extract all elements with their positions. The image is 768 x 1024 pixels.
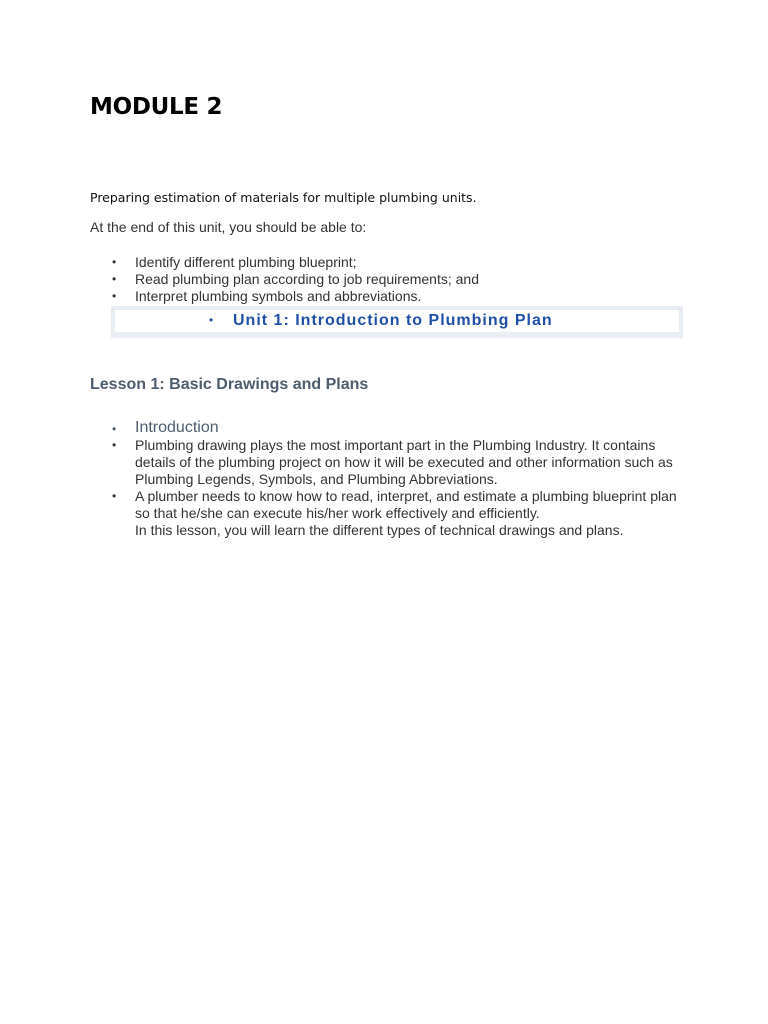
introduction-heading-text: Introduction (135, 419, 219, 436)
lesson-paragraph-text: A plumber needs to know how to read, interpret, and estimate a plumbing blueprint plan so that he/she can execute his/her work effectively and efficiently. (135, 488, 677, 521)
unit-banner-inner (115, 310, 679, 332)
objective-item (112, 254, 672, 271)
introduction-heading (112, 418, 682, 437)
objective-text: Identify different plumbing blueprint; (135, 254, 357, 270)
module-subtitle: Preparing estimation of materials for multiple plumbing units. (90, 190, 477, 205)
bullet-icon: • (112, 289, 117, 303)
bullet-icon: • (112, 489, 117, 503)
bullet-icon: • (209, 313, 214, 327)
lesson-title: Lesson 1: Basic Drawings and Plans (90, 376, 369, 393)
objectives-intro: At the end of this unit, you should be able to: (90, 219, 367, 235)
objective-text: Interpret plumbing symbols and abbreviations. (135, 288, 422, 304)
objective-item (112, 288, 672, 305)
bullet-icon: • (112, 255, 117, 269)
unit-title: Unit 1: Introduction to Plumbing Plan (233, 312, 553, 329)
bullet-icon: • (112, 438, 117, 452)
lesson-paragraph (112, 437, 682, 488)
bullet-icon: • (112, 422, 117, 436)
lesson-list (112, 418, 682, 539)
objective-text: Read plumbing plan according to job requirements; and (135, 271, 479, 287)
objective-item (112, 271, 672, 288)
unit-banner (111, 306, 683, 338)
objectives-list (112, 254, 672, 305)
lesson-paragraph-text: In this lesson, you will learn the different types of technical drawings and plans. (135, 522, 624, 538)
lesson-paragraph (112, 488, 682, 539)
bullet-icon: • (112, 272, 117, 286)
lesson-paragraph-text: Plumbing drawing plays the most important part in the Plumbing Industry. It contains details of the plumbing project on how it will be executed and other information such as Plumbing Legends, Symbols, and Plumbing Abbreviations. (135, 437, 673, 487)
module-title: MODULE 2 (90, 94, 223, 120)
